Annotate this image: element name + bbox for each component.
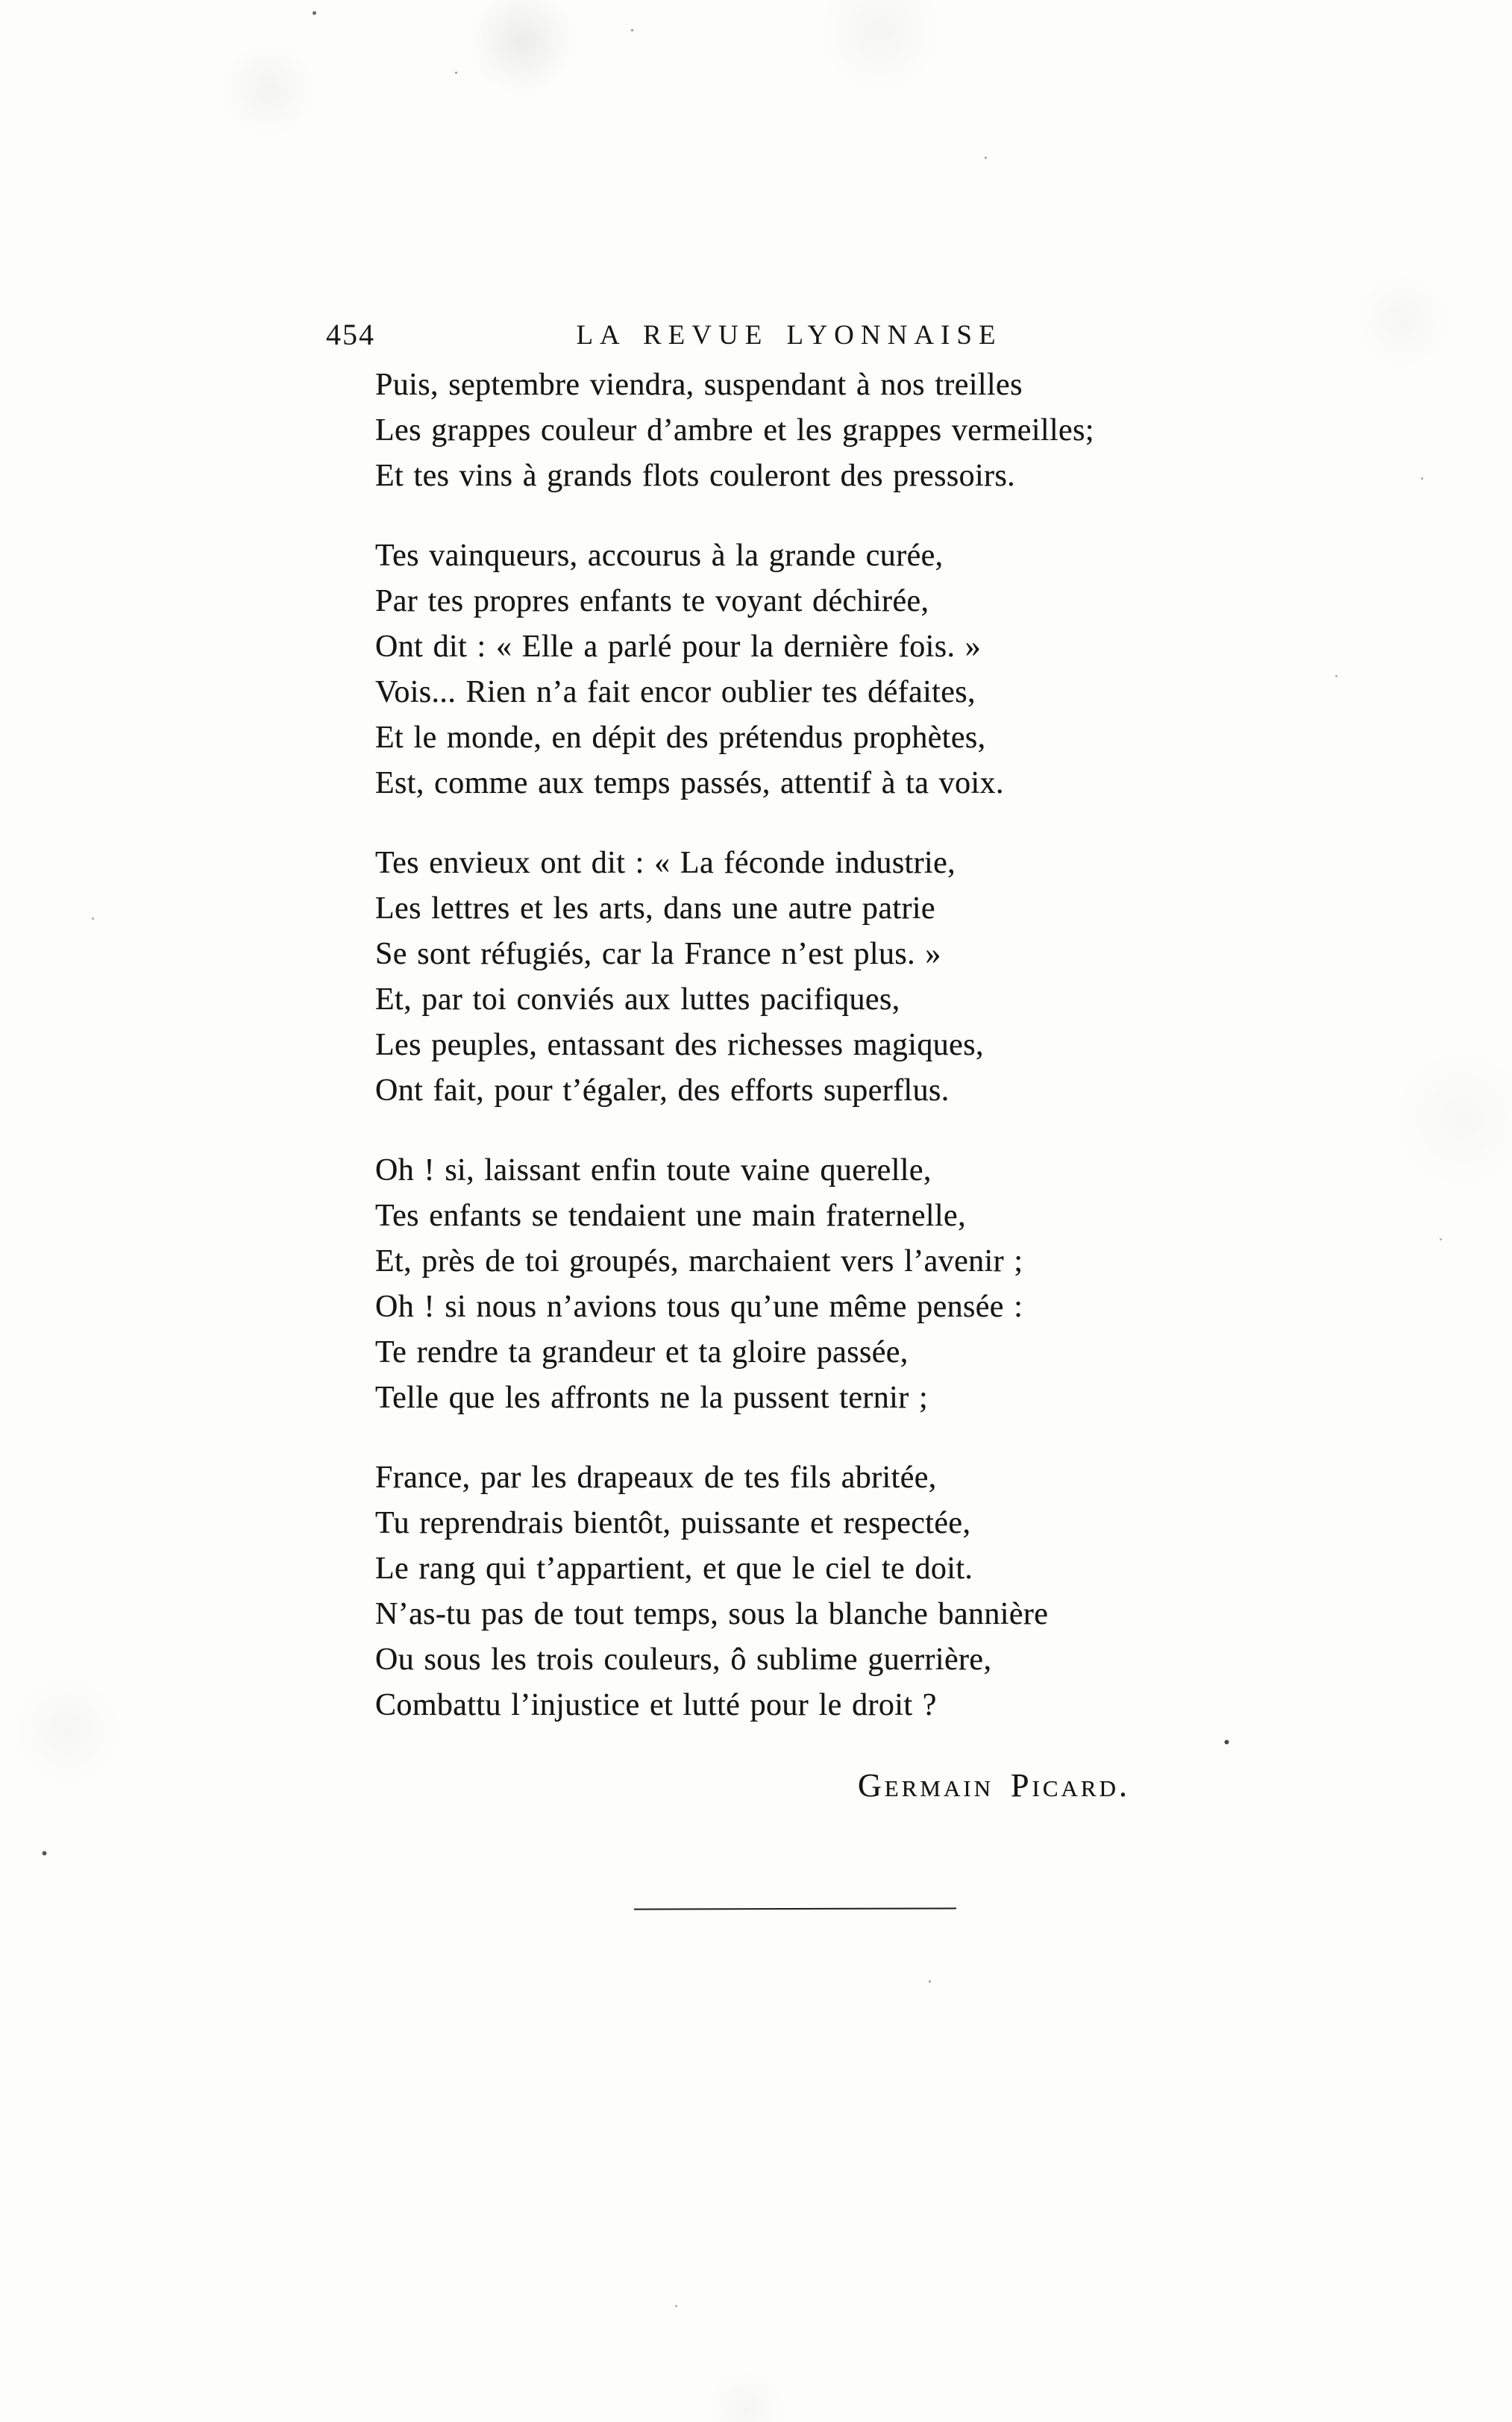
scan-speckles [0, 0, 2, 2]
poem-line: N’as-tu pas de tout temps, sous la blanche bannière [375, 1597, 1049, 1631]
end-divider [634, 1907, 956, 1910]
poem [375, 363, 1094, 1728]
poem-line: France, par les drapeaux de tes fils abritée, [375, 1461, 937, 1495]
poem-line: Puis, septembre viendra, suspendant à nos treilles [375, 368, 1023, 402]
poem-line: Et le monde, en dépit des prétendus prophètes, [375, 721, 986, 755]
poem-line: Tes enfants se tendaient une main fraternelle, [375, 1199, 966, 1233]
page-number: 454 [326, 318, 375, 351]
poem-line: Tes vainqueurs, accourus à la grande curée, [375, 539, 944, 573]
poem-line: Oh ! si nous n’avions tous qu’une même pensée : [375, 1290, 1023, 1324]
poem-line: Les lettres et les arts, dans une autre patrie [375, 891, 935, 926]
author-signature: Germain Picard. [858, 1767, 1130, 1804]
poem-line: Vois... Rien n’a fait encor oublier tes défaites, [375, 675, 976, 709]
poem-line: Oh ! si, laissant enfin toute vaine querelle, [375, 1153, 932, 1188]
poem-line: Les grappes couleur d’ambre et les grappes vermeilles; [375, 413, 1094, 448]
stanza-2 [375, 533, 1094, 806]
poem-line: Tes envieux ont dit : « La féconde industrie, [375, 846, 956, 880]
journal-title: LA REVUE LYONNAISE [576, 320, 1003, 351]
poem-line: Et, par toi conviés aux luttes pacifiques, [375, 982, 900, 1017]
poem-line: Les peuples, entassant des richesses magiques, [375, 1028, 984, 1062]
poem-line: Ont dit : « Elle a parlé pour la dernière fois. » [375, 630, 982, 664]
poem-line: Tu reprendrais bientôt, puissante et respectée, [375, 1506, 971, 1540]
stanza-4 [375, 1148, 1094, 1421]
poem-line: Ou sous les trois couleurs, ô sublime guerrière, [375, 1643, 992, 1677]
poem-line: Te rendre ta grandeur et ta gloire passée, [375, 1335, 909, 1370]
poem-line: Ont fait, pour t’égaler, des efforts superflus. [375, 1073, 950, 1108]
poem-line: Combattu l’injustice et lutté pour le droit ? [375, 1688, 937, 1722]
poem-line: Se sont réfugiés, car la France n’est plus. » [375, 937, 941, 971]
stanza-5 [375, 1455, 1094, 1728]
poem-line: Et, près de toi groupés, marchaient vers l’avenir ; [375, 1244, 1023, 1279]
poem-line: Par tes propres enfants te voyant déchirée, [375, 584, 929, 618]
stanza-1 [375, 363, 1094, 499]
poem-line: Telle que les affronts ne la pussent ternir ; [375, 1381, 929, 1415]
poem-line: Et tes vins à grands flots couleront des pressoirs. [375, 459, 1016, 493]
poem-line: Est, comme aux temps passés, attentif à ta voix. [375, 766, 1004, 800]
stanza-3 [375, 841, 1094, 1114]
poem-line: Le rang qui t’appartient, et que le ciel te doit. [375, 1552, 973, 1586]
